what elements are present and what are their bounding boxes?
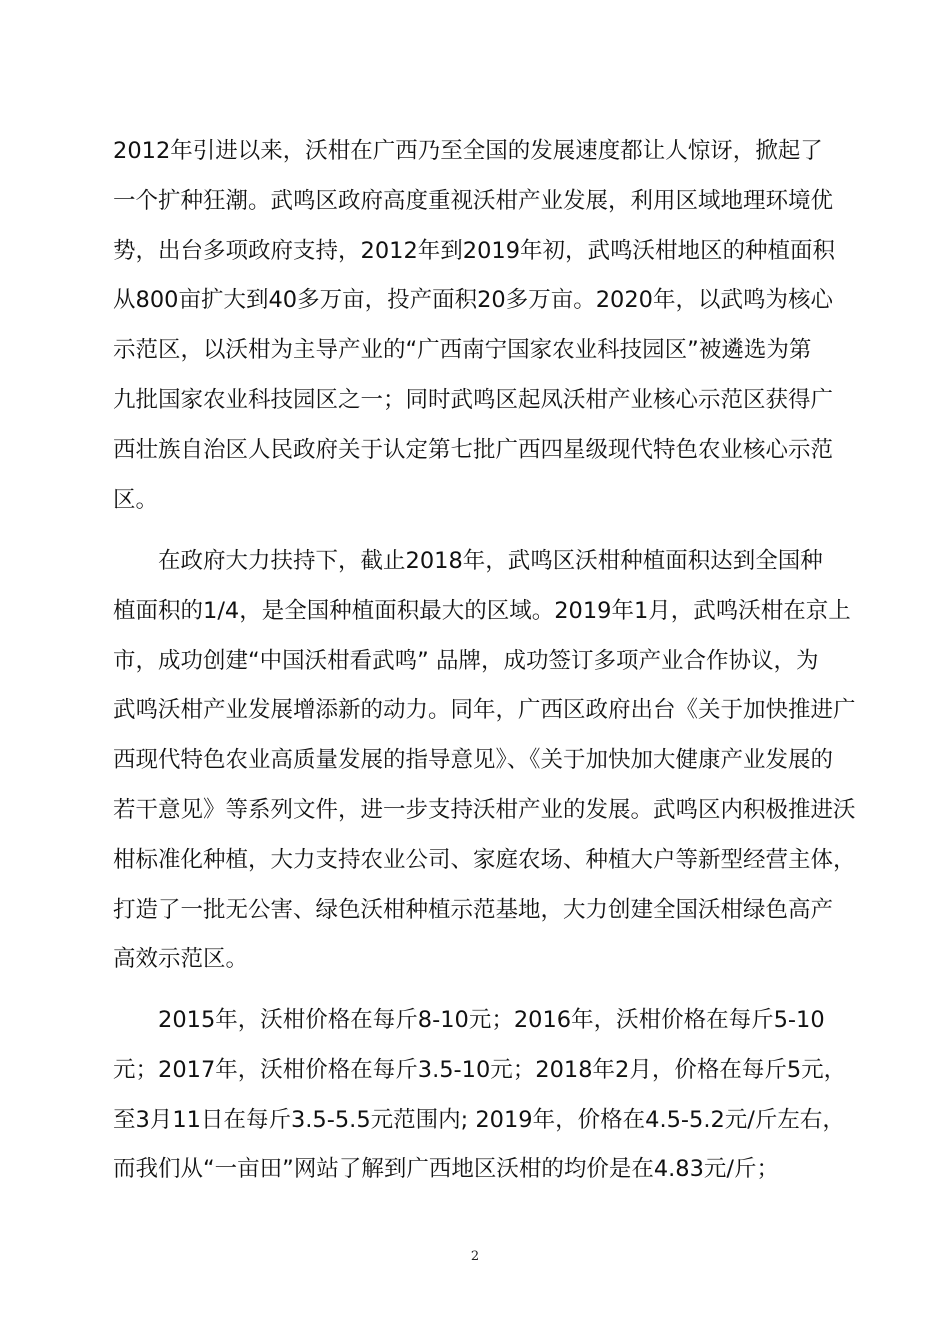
paragraph-line: 示范区，以沃柑为主导产业的“广西南宁国家农业科技园区”被遴选为第 [113, 337, 812, 364]
paragraph-2 [113, 537, 856, 985]
paragraph-line: 至3月11日在每斤3.5-5.5元范围内; 2019年，价格在4.5-5.2元/斤左右， [113, 1106, 845, 1133]
paragraph-line: 2012年引进以来，沃柑在广西乃至全国的发展速度都让人惊讶，掀起了 [113, 138, 823, 164]
paragraph-line: 在政府大力扶持下，截止2018年，武鸣区沃柑种植面积达到全国种 [113, 548, 823, 574]
paragraph-line: 西壮族自治区人民政府关于认定第七批广西四星级现代特色农业核心示范 [113, 436, 834, 463]
paragraph-line: 区。 [113, 486, 159, 513]
paragraph-line: 市，成功创建“中国沃柑看武鸣” 品牌，成功签订多项产业合作协议，为 [113, 647, 819, 674]
paragraph-line: 元；2017年，沃柑价格在每斤3.5-10元；2018年2月，价格在每斤5元， [113, 1056, 847, 1083]
paragraph-line: 势，出台多项政府支持，2012年到2019年初，武鸣沃柑地区的种植面积 [113, 237, 836, 264]
paragraph-line: 若干意见》等系列文件，进一步支持沃柑产业的发展。武鸣区内积极推进沃 [113, 796, 856, 823]
paragraph-line: 西现代特色农业高质量发展的指导意见》、《关于加快加大健康产业发展的 [113, 747, 834, 774]
paragraph-line: 而我们从“一亩田”网站了解到广西地区沃柑的均价是在4.83元/斤； [113, 1156, 779, 1183]
paragraph-line: 一个扩种狂潮。武鸣区政府高度重视沃柑产业发展，利用区域地理环境优 [113, 187, 834, 214]
paragraph-1 [113, 127, 838, 525]
paragraph-line: 2015年，沃柑价格在每斤8-10元；2016年，沃柑价格在每斤5-10 [113, 1007, 825, 1033]
paragraph-line: 柑标准化种植，大力支持农业公司、家庭农场、种植大户等新型经营主体， [113, 846, 856, 873]
paragraph-3 [113, 996, 847, 1195]
page-number: 2 [470, 1249, 480, 1264]
paragraph-line: 植面积的1/4，是全国种植面积最大的区域。2019年1月，武鸣沃柑在京上 [113, 597, 851, 624]
paragraph-line: 九批国家农业科技园区之一；同时武鸣区起凤沃柑产业核心示范区获得广 [113, 386, 834, 413]
paragraph-line: 从800亩扩大到40多万亩，投产面积20多万亩。2020年，以武鸣为核心 [113, 287, 833, 314]
paragraph-line: 高效示范区。 [113, 946, 249, 973]
paragraph-line: 打造了一批无公害、绿色沃柑种植示范基地，大力创建全国沃柑绿色高产 [113, 896, 834, 923]
paragraph-line: 武鸣沃柑产业发展增添新的动力。同年，广西区政府出台《关于加快推进广 [113, 697, 856, 724]
